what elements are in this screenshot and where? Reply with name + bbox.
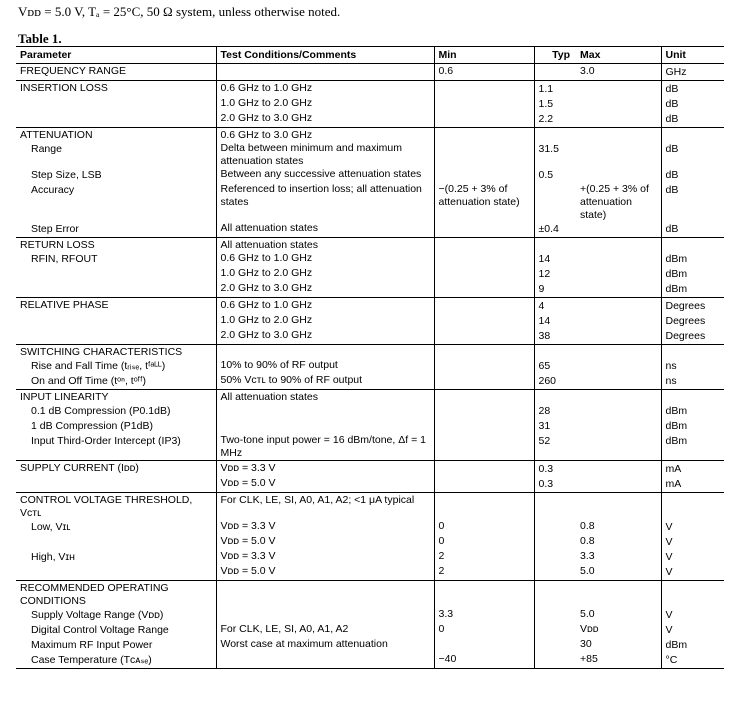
specifications-table [16, 46, 724, 669]
table-row [16, 638, 724, 653]
conditions-cell: Vᴅᴅ = 3.3 V [216, 520, 434, 535]
conditions-cell: Vᴅᴅ = 3.3 V [216, 550, 434, 565]
table-row [16, 112, 724, 128]
conditions-cell: Referenced to insertion loss; all attenuation states [216, 183, 434, 222]
conditions-cell: Worst case at maximum attenuation [216, 638, 434, 653]
conditions-cell: 2.0 GHz to 3.0 GHz [216, 329, 434, 345]
conditions-cell: 1.0 GHz to 2.0 GHz [216, 97, 434, 112]
table-row [16, 81, 724, 98]
unit-cell: GHz [661, 64, 724, 81]
max-cell: 3.3 [580, 550, 595, 562]
min-cell [434, 222, 534, 238]
header-min: Min [434, 47, 534, 64]
max-cell [570, 434, 661, 461]
max-cell [570, 142, 661, 168]
unit-cell: mA [661, 477, 724, 493]
parameter-cell: CONTROL VOLTAGE THRESHOLD, Vᴄᴛʟ [16, 493, 216, 521]
unit-cell: V [661, 535, 724, 550]
table-row [16, 434, 724, 461]
min-cell: 0.6 [434, 64, 534, 81]
parameter-cell: 1 dB Compression (P1dB) [31, 420, 153, 432]
parameter-cell [16, 314, 216, 329]
unit-cell: dB [661, 168, 724, 183]
min-cell [434, 419, 534, 434]
typ-cell: 65 [534, 359, 570, 374]
parameter-cell: Range [31, 143, 62, 155]
typ-cell: 14 [534, 252, 570, 267]
max-cell [570, 329, 661, 345]
typ-cell [534, 623, 570, 638]
max-cell [570, 168, 661, 183]
unit-cell: Degrees [661, 298, 724, 315]
parameter-cell [16, 535, 216, 550]
unit-cell: dB [661, 97, 724, 112]
max-cell [570, 390, 661, 405]
unit-cell: dB [661, 183, 724, 222]
conditions-cell [216, 653, 434, 669]
min-cell [434, 314, 534, 329]
typ-cell: 260 [534, 374, 570, 390]
max-cell [570, 461, 661, 478]
table-row [16, 252, 724, 267]
max-cell [570, 81, 661, 98]
table-row [16, 183, 724, 222]
typ-cell: 4 [534, 298, 570, 315]
table-row [16, 520, 724, 535]
parameter-cell: Supply Voltage Range (Vᴅᴅ) [31, 609, 164, 621]
conditions-cell: 2.0 GHz to 3.0 GHz [216, 112, 434, 128]
parameter-cell: INSERTION LOSS [16, 81, 216, 98]
conditions-cell: Vᴅᴅ = 5.0 V [216, 535, 434, 550]
table-row [16, 168, 724, 183]
conditions-cell: 2.0 GHz to 3.0 GHz [216, 282, 434, 298]
typ-cell [534, 653, 570, 669]
typ-cell: 31 [534, 419, 570, 434]
conditions-cell: All attenuation states [216, 390, 434, 405]
typ-cell: 52 [534, 434, 570, 461]
table-header-row [16, 47, 724, 64]
parameter-cell: High, Vɪʜ [31, 551, 75, 563]
max-cell: 0.8 [580, 520, 595, 532]
conditions-cell [216, 404, 434, 419]
max-cell [570, 298, 661, 315]
typ-cell: 28 [534, 404, 570, 419]
parameter-cell: Accuracy [31, 184, 75, 196]
max-cell [570, 112, 661, 128]
min-cell [434, 97, 534, 112]
unit-cell [661, 345, 724, 360]
max-cell [570, 314, 661, 329]
unit-cell: dBm [661, 434, 724, 461]
conditions-cell: For CLK, LE, SI, A0, A1, A2; <1 μA typical [216, 493, 434, 521]
typ-cell [534, 345, 570, 360]
unit-cell: dBm [661, 267, 724, 282]
parameter-cell: On and Off Time (tᵒⁿ, tᵒᶠᶠ) [16, 374, 216, 390]
max-cell [570, 252, 661, 267]
conditions-cell: 0.6 GHz to 3.0 GHz [216, 128, 434, 143]
typ-cell [534, 493, 570, 521]
table-row [16, 222, 724, 238]
parameter-cell: RELATIVE PHASE [16, 298, 216, 315]
typ-cell: 12 [534, 267, 570, 282]
conditions-cell: Two-tone input power = 16 dBm/tone, Δf = 1 MHz [216, 434, 434, 461]
typ-cell [534, 64, 570, 81]
unit-cell: ns [661, 374, 724, 390]
table-row [16, 535, 724, 550]
typ-cell: 31.5 [534, 142, 570, 168]
min-cell [434, 298, 534, 315]
parameter-cell: Digital Control Voltage Range [31, 624, 169, 636]
conditions-cell [216, 64, 434, 81]
table-row [16, 477, 724, 493]
table-row [16, 238, 724, 253]
typ-cell: 2.2 [534, 112, 570, 128]
typ-cell: 1.5 [534, 97, 570, 112]
header-max: Max [570, 47, 661, 64]
min-cell [434, 404, 534, 419]
parameter-cell: Step Error [16, 222, 216, 238]
table-row [16, 142, 724, 168]
table-row [16, 64, 724, 81]
max-cell: 5.0 [580, 608, 595, 620]
typ-cell: 9 [534, 282, 570, 298]
max-cell: 3.0 [570, 64, 661, 81]
parameter-cell [16, 329, 216, 345]
max-cell [570, 374, 661, 390]
conditions-cell: All attenuation states [216, 238, 434, 253]
unit-cell: dBm [661, 419, 724, 434]
table-row [16, 329, 724, 345]
min-cell [434, 252, 534, 267]
max-cell: Vᴅᴅ [580, 623, 599, 635]
typ-cell: 1.1 [534, 81, 570, 98]
unit-cell: dB [661, 142, 724, 168]
unit-cell: dBm [661, 282, 724, 298]
unit-cell: mA [661, 461, 724, 478]
unit-cell: Degrees [661, 314, 724, 329]
table-caption: Table 1. [18, 31, 62, 46]
typ-cell [534, 128, 570, 143]
conditions-cell [216, 581, 434, 609]
parameter-cell [16, 97, 216, 112]
conditions-cell [216, 345, 434, 360]
min-cell: 2 [434, 550, 534, 565]
conditions-cell: 0.6 GHz to 1.0 GHz [216, 298, 434, 315]
table-row [16, 374, 724, 390]
typ-cell: 38 [534, 329, 570, 345]
max-cell [570, 477, 661, 493]
unit-cell: V [661, 550, 724, 565]
conditions-cell [216, 419, 434, 434]
conditions-cell: For CLK, LE, SI, A0, A1, A2 [216, 623, 434, 638]
max-cell [570, 238, 661, 253]
conditions-cell: 1.0 GHz to 2.0 GHz [216, 314, 434, 329]
typ-cell [534, 565, 570, 581]
table-row [16, 314, 724, 329]
table-row [16, 404, 724, 419]
parameter-cell [16, 112, 216, 128]
table-row [16, 565, 724, 581]
conditions-cell: 1.0 GHz to 2.0 GHz [216, 267, 434, 282]
unit-cell: dB [661, 222, 724, 238]
table-body [16, 64, 724, 669]
unit-cell: V [661, 520, 724, 535]
min-cell: 0 [434, 520, 534, 535]
parameter-cell: Low, Vɪʟ [31, 521, 71, 533]
table-row [16, 390, 724, 405]
unit-cell [661, 390, 724, 405]
conditions-cell: Vᴅᴅ = 5.0 V [216, 477, 434, 493]
max-cell [570, 267, 661, 282]
unit-cell: dBm [661, 252, 724, 267]
conditions-cell: Delta between minimum and maximum attenuation states [216, 142, 434, 168]
max-cell [570, 282, 661, 298]
min-cell [434, 238, 534, 253]
conditions-cell: 0.6 GHz to 1.0 GHz [216, 252, 434, 267]
max-cell: +85 [570, 653, 661, 669]
table-row [16, 550, 724, 565]
parameter-cell: SUPPLY CURRENT (Iᴅᴅ) [16, 461, 216, 478]
typ-cell [534, 520, 570, 535]
parameter-cell: Input Third-Order Intercept (IP3) [16, 434, 216, 461]
min-cell [434, 581, 534, 609]
min-cell [434, 282, 534, 298]
unit-cell: dB [661, 81, 724, 98]
max-cell [570, 404, 661, 419]
max-cell [570, 97, 661, 112]
min-cell [434, 359, 534, 374]
max-cell [570, 359, 661, 374]
conditions-cell: 10% to 90% of RF output [216, 359, 434, 374]
unit-cell: V [661, 623, 724, 638]
typ-cell [534, 638, 570, 653]
typ-cell: 14 [534, 314, 570, 329]
conditions-cell: All attenuation states [216, 222, 434, 238]
parameter-cell: Step Size, LSB [31, 169, 102, 181]
max-cell [570, 128, 661, 143]
conditions-cell: Vᴅᴅ = 3.3 V [216, 461, 434, 478]
parameter-cell: RECOMMENDED OPERATING CONDITIONS [16, 581, 216, 609]
conditions-cell: 50% Vᴄᴛʟ to 90% of RF output [216, 374, 434, 390]
typ-cell: ±0.4 [534, 222, 570, 238]
min-cell [434, 128, 534, 143]
parameter-cell: INPUT LINEARITY [16, 390, 216, 405]
header-unit: Unit [661, 47, 724, 64]
header-test-conditions: Test Conditions/Comments [216, 47, 434, 64]
min-cell [434, 168, 534, 183]
max-cell: 30 [580, 638, 592, 650]
header-parameter: Parameter [16, 47, 216, 64]
max-cell [570, 345, 661, 360]
typ-cell: 0.3 [534, 461, 570, 478]
unit-cell [661, 238, 724, 253]
parameter-cell: Maximum RF Input Power [31, 639, 153, 651]
typ-cell [534, 550, 570, 565]
min-cell: 0 [434, 623, 534, 638]
min-cell [434, 329, 534, 345]
max-cell [570, 493, 661, 521]
unit-cell [661, 581, 724, 609]
parameter-cell: FREQUENCY RANGE [16, 64, 216, 81]
parameter-cell: SWITCHING CHARACTERISTICS [16, 345, 216, 360]
table-row [16, 581, 724, 609]
typ-cell: 0.3 [534, 477, 570, 493]
unit-cell: ns [661, 359, 724, 374]
min-cell [434, 267, 534, 282]
min-cell [434, 477, 534, 493]
unit-cell: dBm [661, 404, 724, 419]
unit-cell: Degrees [661, 329, 724, 345]
parameter-cell [16, 477, 216, 493]
min-cell: 0 [434, 535, 534, 550]
min-cell [434, 434, 534, 461]
parameter-cell: RFIN, RFOUT [31, 253, 98, 265]
max-cell [570, 419, 661, 434]
parameter-cell: Case Temperature (Tᴄᴀₛₑ) [16, 653, 216, 669]
typ-cell: 0.5 [534, 168, 570, 183]
parameter-cell [16, 282, 216, 298]
table-row [16, 359, 724, 374]
min-cell: 2 [434, 565, 534, 581]
conditions-cell [216, 608, 434, 623]
unit-cell [661, 128, 724, 143]
unit-cell: °C [661, 653, 724, 669]
min-cell [434, 345, 534, 360]
min-cell [434, 493, 534, 521]
header-typ: Typ [534, 47, 570, 64]
table-row [16, 298, 724, 315]
max-cell: 0.8 [580, 535, 595, 547]
min-cell [434, 638, 534, 653]
parameter-cell [16, 267, 216, 282]
min-cell [434, 112, 534, 128]
min-cell [434, 142, 534, 168]
parameter-cell: ATTENUATION [16, 128, 216, 143]
conditions-cell: Between any successive attenuation states [216, 168, 434, 183]
parameter-cell [16, 565, 216, 581]
conditions-cell: 0.6 GHz to 1.0 GHz [216, 81, 434, 98]
typ-cell [534, 535, 570, 550]
conditions-note: Vᴅᴅ = 5.0 V, Tₐ = 25°C, 50 Ω system, unless otherwise noted. [18, 4, 341, 19]
min-cell [434, 81, 534, 98]
table-row [16, 419, 724, 434]
table-row [16, 128, 724, 143]
conditions-cell: Vᴅᴅ = 5.0 V [216, 565, 434, 581]
max-cell [570, 581, 661, 609]
table-row [16, 97, 724, 112]
min-cell: −(0.25 + 3% of attenuation state) [434, 183, 534, 222]
max-cell [570, 222, 661, 238]
min-cell [434, 374, 534, 390]
typ-cell [534, 238, 570, 253]
parameter-cell: Rise and Fall Time (tᵣᵢₛₑ, tᶠᵃᴸᴸ) [31, 360, 166, 372]
min-cell: 3.3 [434, 608, 534, 623]
parameter-cell: 0.1 dB Compression (P0.1dB) [31, 405, 171, 417]
max-cell: +(0.25 + 3% of attenuation state) [580, 183, 649, 221]
min-cell: −40 [434, 653, 534, 669]
typ-cell [534, 183, 570, 222]
parameter-cell: RETURN LOSS [16, 238, 216, 253]
table-row [16, 282, 724, 298]
min-cell [434, 390, 534, 405]
table-row [16, 345, 724, 360]
table-row [16, 461, 724, 478]
min-cell [434, 461, 534, 478]
unit-cell: V [661, 608, 724, 623]
unit-cell: V [661, 565, 724, 581]
unit-cell [661, 493, 724, 521]
table-row [16, 653, 724, 669]
table-row [16, 493, 724, 521]
unit-cell: dB [661, 112, 724, 128]
max-cell: 5.0 [570, 565, 661, 581]
typ-cell [534, 581, 570, 609]
typ-cell [534, 390, 570, 405]
table-row [16, 623, 724, 638]
table-row [16, 608, 724, 623]
table-row [16, 267, 724, 282]
typ-cell [534, 608, 570, 623]
unit-cell: dBm [661, 638, 724, 653]
